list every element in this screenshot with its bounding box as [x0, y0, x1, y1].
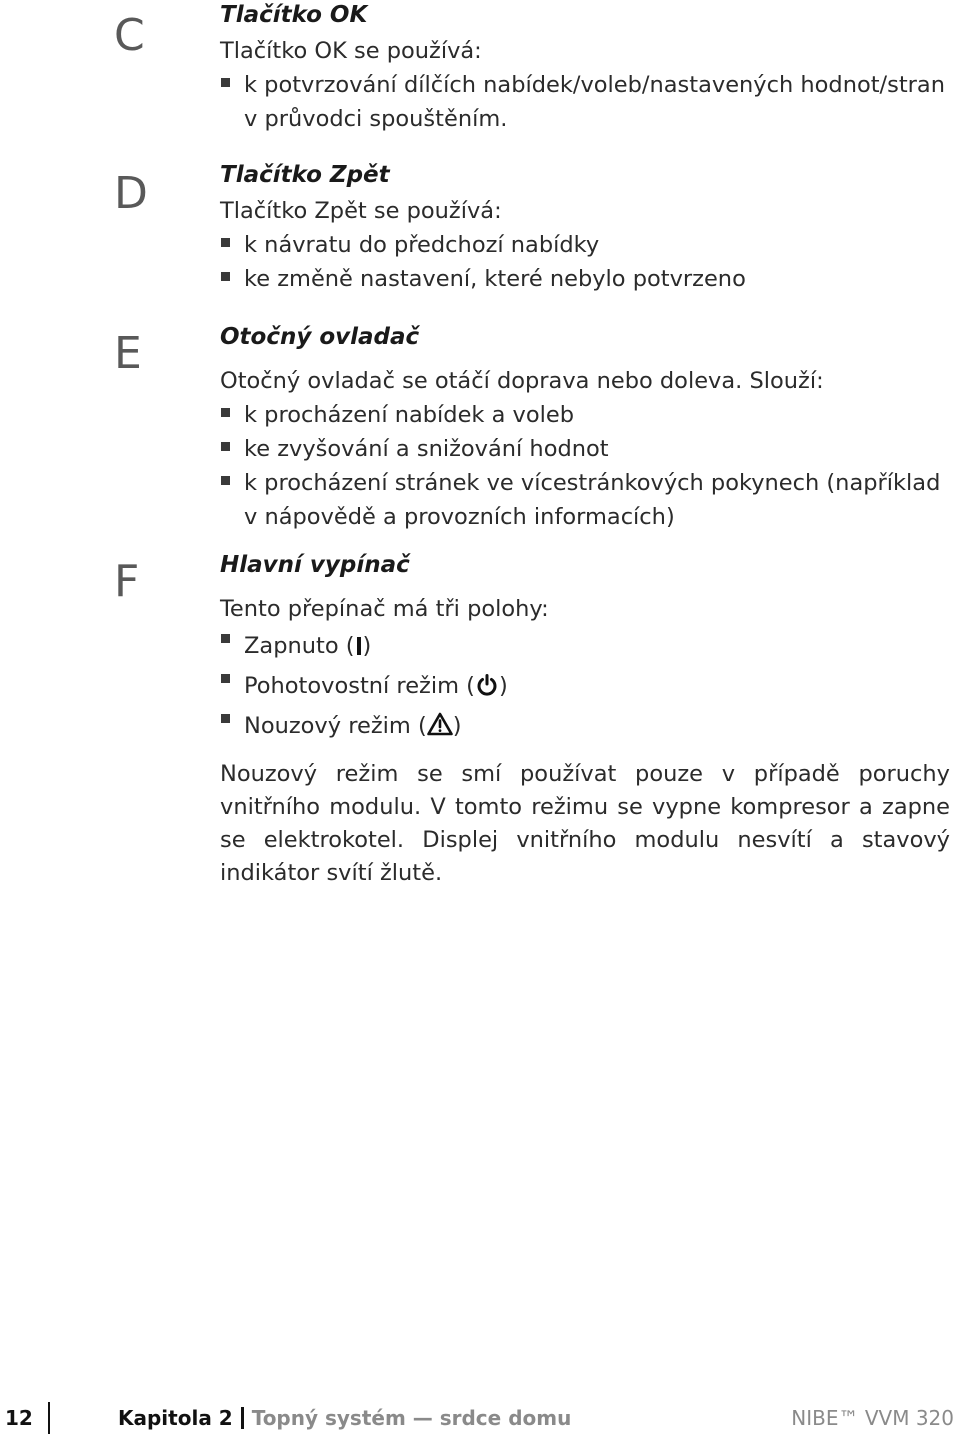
list-item-text: Pohotovostní režim (	[244, 673, 475, 699]
list-item-text: k procházení nabídek a voleb	[244, 402, 575, 428]
section-intro: Otočný ovladač se otáčí doprava nebo doleva. Slouží:	[220, 368, 824, 394]
section-intro: Tlačítko OK se používá:	[220, 38, 482, 64]
list-item-text: ke změně nastavení, které nebylo potvrzeno	[244, 266, 746, 292]
list-item-text: )	[498, 673, 508, 699]
list-item	[220, 262, 950, 296]
list-item-line: v nápovědě a provozních informacích)	[244, 504, 675, 530]
list-item-on	[220, 626, 950, 666]
margin-letter-d: D	[114, 168, 148, 219]
bullet-list	[220, 398, 950, 534]
product-name: NIBE™ VVM 320	[791, 1406, 954, 1430]
bullet-list	[220, 68, 950, 136]
section-back-button	[220, 160, 950, 296]
page-footer	[0, 1400, 960, 1434]
chapter-separator	[241, 1407, 244, 1429]
section-intro: Tlačítko Zpět se používá:	[220, 198, 502, 224]
section-ok-button	[220, 0, 950, 136]
section-title: Tlačítko Zpět	[220, 162, 390, 188]
list-item-line: v průvodci spouštěním.	[244, 106, 508, 132]
list-item	[220, 228, 950, 262]
chapter-number: Kapitola 2	[118, 1406, 233, 1430]
footer-divider	[48, 1402, 50, 1434]
list-item	[220, 432, 950, 466]
section-intro: Tento přepínač má tři polohy:	[220, 596, 549, 622]
section-title: Otočný ovladač	[220, 324, 420, 350]
list-item-text: ke zvyšování a snižování hodnot	[244, 436, 609, 462]
section-title: Tlačítko OK	[220, 2, 368, 28]
bullet-list	[220, 626, 950, 746]
margin-letter-f: F	[114, 556, 140, 607]
emergency-note: Nouzový režim se smí používat pouze v případě poruchy vnitřního modulu. V tomto režimu se vypne kompresor a zapne se elektrokotel. Displej vnitřního modulu nesvítí a stavový indikátor svítí žlutě.	[220, 761, 950, 886]
section-rotary-knob	[220, 322, 950, 534]
bullet-list	[220, 228, 950, 296]
section-main-switch	[220, 550, 950, 890]
list-item-emergency	[220, 706, 950, 746]
list-item-line: k potvrzování dílčích nabídek/voleb/nastavených hodnot/stran	[244, 72, 945, 98]
list-item	[220, 68, 950, 136]
list-item-standby	[220, 666, 950, 706]
list-item	[220, 466, 950, 534]
margin-letter-c: C	[114, 10, 145, 61]
list-item-text: Nouzový režim (	[244, 713, 427, 739]
chapter-title: Topný systém — srdce domu	[251, 1406, 572, 1430]
margin-letter-e: E	[114, 328, 142, 379]
on-symbol-icon	[357, 637, 361, 655]
list-item	[220, 398, 950, 432]
list-item-text: )	[452, 713, 462, 739]
section-title: Hlavní vypínač	[220, 552, 410, 578]
list-item-text: Zapnuto (	[244, 633, 355, 659]
list-item-text: )	[362, 633, 372, 659]
page-number: 12	[5, 1406, 33, 1430]
list-item-text: k návratu do předchozí nabídky	[244, 232, 600, 258]
emergency-warning-icon	[427, 712, 453, 736]
list-item-line: k procházení stránek ve vícestránkových pokynech (například	[244, 470, 941, 496]
chapter-label	[118, 1406, 571, 1430]
standby-power-icon	[475, 673, 499, 697]
